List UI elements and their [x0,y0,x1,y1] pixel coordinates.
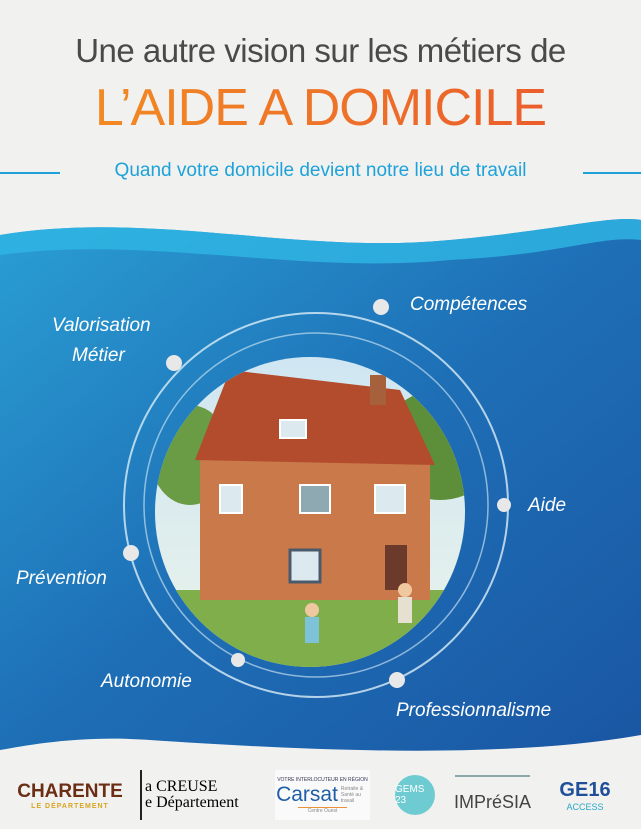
logo-text: Carsat [276,782,338,806]
logo-creuse [140,770,260,820]
blue-band [0,205,641,770]
logo-sub: e Département [145,794,239,811]
logo-gems [390,770,440,820]
logo-text: GEMS 23 [395,775,435,815]
value-prevention: Prévention [16,568,107,589]
logo-charente [15,770,125,820]
value-aide: Aide [528,495,567,516]
divider-right [583,172,641,174]
logo-text: a CREUSE [145,778,218,795]
value-autonomie: Autonomie [101,671,192,692]
value-competences: Compétences [410,294,528,315]
logo-sub: LE DÉPARTEMENT [31,802,109,810]
logo-top: VOTRE INTERLOCUTEUR EN RÉGION [277,776,368,783]
kicker-title: Une autre vision sur les métiers de [75,32,566,69]
logo-sub: ACCESS [566,801,604,812]
value-metier: Métier [72,345,125,366]
logo-impresia [455,775,530,827]
logo-ge16 [550,770,620,820]
logo-text: CHARENTE [17,780,123,802]
logo-bottom: Centre Ouest [298,807,348,814]
logo-side: Retraite & Santé au travail [340,785,364,804]
value-valorisation: Valorisation [52,315,151,336]
main-title: L’AIDE A DOMICILE [0,78,641,138]
value-professionnalisme: Professionnalisme [396,700,552,721]
subtitle: Quand votre domicile devient notre lieu de travail [114,160,527,181]
logo-text: IMPréSIA [453,791,532,812]
logo-text: GE16 [559,778,611,801]
logo-carsat [275,770,370,820]
